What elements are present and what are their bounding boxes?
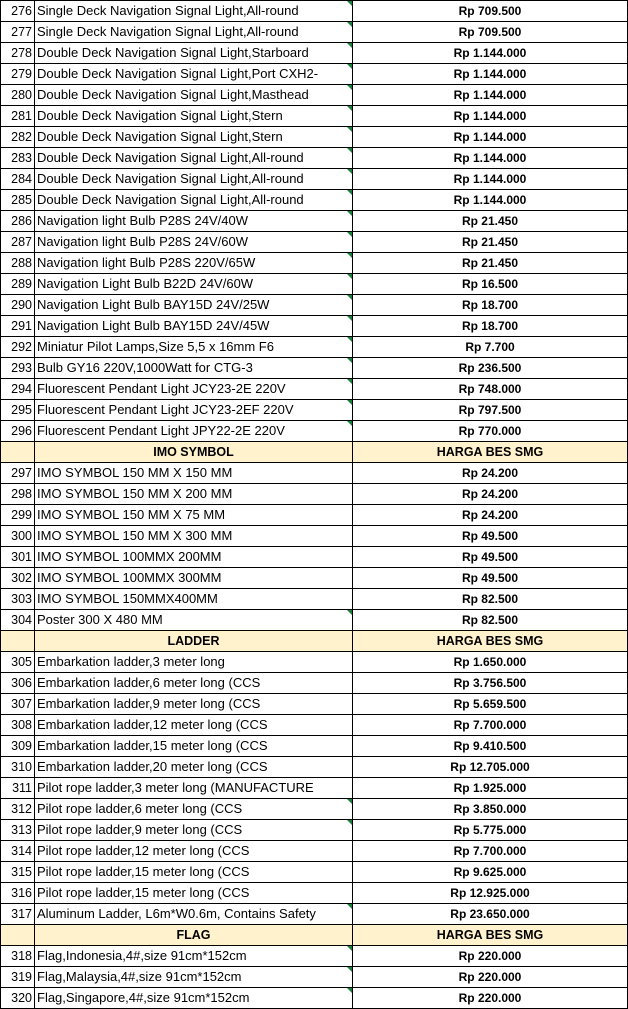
item-price: Rp 21.450 xyxy=(353,253,628,274)
item-name: Pilot rope ladder,9 meter long (CCS xyxy=(35,820,353,841)
item-price: Rp 220.000 xyxy=(353,946,628,967)
item-number: 308 xyxy=(1,715,35,736)
item-price: Rp 23.650.000 xyxy=(353,904,628,925)
item-number: 282 xyxy=(1,127,35,148)
item-row xyxy=(1,190,628,211)
item-row xyxy=(1,358,628,379)
item-name: IMO SYMBOL 100MMX 300MM xyxy=(35,568,353,589)
item-name: Double Deck Navigation Signal Light,All-round xyxy=(35,190,353,211)
item-name: Navigation light Bulb P28S 220V/65W xyxy=(35,253,353,274)
section-header-blank-cell xyxy=(1,631,35,652)
section-header-row xyxy=(1,925,628,946)
item-row xyxy=(1,316,628,337)
item-number: 300 xyxy=(1,526,35,547)
item-name: IMO SYMBOL 150 MM X 75 MM xyxy=(35,505,353,526)
item-number: 312 xyxy=(1,799,35,820)
item-name: Double Deck Navigation Signal Light,Stern xyxy=(35,106,353,127)
item-price: Rp 49.500 xyxy=(353,526,628,547)
item-price: Rp 220.000 xyxy=(353,967,628,988)
item-price: Rp 9.410.500 xyxy=(353,736,628,757)
item-number: 304 xyxy=(1,610,35,631)
item-name: IMO SYMBOL 150 MM X 300 MM xyxy=(35,526,353,547)
item-name: Fluorescent Pendant Light JCY23-2EF 220V xyxy=(35,400,353,421)
item-name: Embarkation ladder,15 meter long (CCS xyxy=(35,736,353,757)
item-price: Rp 1.144.000 xyxy=(353,64,628,85)
item-price: Rp 220.000 xyxy=(353,988,628,1009)
item-price: Rp 5.659.500 xyxy=(353,694,628,715)
item-name: Double Deck Navigation Signal Light,Port CXH2- xyxy=(35,64,353,85)
section-title: IMO SYMBOL xyxy=(35,442,353,463)
item-number: 291 xyxy=(1,316,35,337)
item-number: 320 xyxy=(1,988,35,1009)
item-row xyxy=(1,967,628,988)
item-name: Double Deck Navigation Signal Light,All-round xyxy=(35,169,353,190)
item-price: Rp 7.700 xyxy=(353,337,628,358)
item-price: Rp 9.625.000 xyxy=(353,862,628,883)
item-row xyxy=(1,988,628,1009)
item-number: 280 xyxy=(1,85,35,106)
item-price: Rp 236.500 xyxy=(353,358,628,379)
item-row xyxy=(1,610,628,631)
section-header-row xyxy=(1,442,628,463)
item-row xyxy=(1,400,628,421)
item-number: 306 xyxy=(1,673,35,694)
item-number: 309 xyxy=(1,736,35,757)
item-number: 317 xyxy=(1,904,35,925)
item-name: Pilot rope ladder,15 meter long (CCS xyxy=(35,862,353,883)
item-price: Rp 18.700 xyxy=(353,295,628,316)
item-price: Rp 12.705.000 xyxy=(353,757,628,778)
item-price: Rp 16.500 xyxy=(353,274,628,295)
item-name: Embarkation ladder,3 meter long xyxy=(35,652,353,673)
item-number: 293 xyxy=(1,358,35,379)
item-number: 305 xyxy=(1,652,35,673)
item-row xyxy=(1,211,628,232)
item-name: Flag,Indonesia,4#,size 91cm*152cm xyxy=(35,946,353,967)
item-number: 296 xyxy=(1,421,35,442)
item-name: Pilot rope ladder,6 meter long (CCS xyxy=(35,799,353,820)
item-row xyxy=(1,526,628,547)
price-column-header: HARGA BES SMG xyxy=(353,925,628,946)
item-name: Flag,Malaysia,4#,size 91cm*152cm xyxy=(35,967,353,988)
item-price: Rp 49.500 xyxy=(353,547,628,568)
item-name: Double Deck Navigation Signal Light,All-round xyxy=(35,148,353,169)
item-name: Embarkation ladder,20 meter long (CCS xyxy=(35,757,353,778)
item-price: Rp 1.144.000 xyxy=(353,169,628,190)
item-number: 292 xyxy=(1,337,35,358)
item-name: Double Deck Navigation Signal Light,Masthead xyxy=(35,85,353,106)
item-name: Embarkation ladder,6 meter long (CCS xyxy=(35,673,353,694)
item-price: Rp 7.700.000 xyxy=(353,841,628,862)
item-row xyxy=(1,169,628,190)
item-price: Rp 3.756.500 xyxy=(353,673,628,694)
item-row xyxy=(1,904,628,925)
section-title: FLAG xyxy=(35,925,353,946)
item-name: Fluorescent Pendant Light JPY22-2E 220V xyxy=(35,421,353,442)
item-number: 303 xyxy=(1,589,35,610)
item-name: Double Deck Navigation Signal Light,Starboard xyxy=(35,43,353,64)
item-number: 301 xyxy=(1,547,35,568)
item-number: 287 xyxy=(1,232,35,253)
item-price: Rp 797.500 xyxy=(353,400,628,421)
item-row xyxy=(1,463,628,484)
item-row xyxy=(1,106,628,127)
item-number: 307 xyxy=(1,694,35,715)
item-number: 288 xyxy=(1,253,35,274)
item-name: Miniatur Pilot Lamps,Size 5,5 x 16mm F6 xyxy=(35,337,353,358)
item-price: Rp 1.144.000 xyxy=(353,43,628,64)
item-number: 283 xyxy=(1,148,35,169)
item-price: Rp 1.925.000 xyxy=(353,778,628,799)
item-price: Rp 3.850.000 xyxy=(353,799,628,820)
item-number: 316 xyxy=(1,883,35,904)
section-header-row xyxy=(1,631,628,652)
item-row xyxy=(1,946,628,967)
item-price: Rp 18.700 xyxy=(353,316,628,337)
item-name: Embarkation ladder,9 meter long (CCS xyxy=(35,694,353,715)
item-price: Rp 1.144.000 xyxy=(353,85,628,106)
item-name: Navigation light Bulb P28S 24V/60W xyxy=(35,232,353,253)
item-price: Rp 12.925.000 xyxy=(353,883,628,904)
item-row xyxy=(1,505,628,526)
price-list-body xyxy=(1,1,628,1009)
item-number: 279 xyxy=(1,64,35,85)
item-number: 310 xyxy=(1,757,35,778)
item-row xyxy=(1,841,628,862)
item-number: 289 xyxy=(1,274,35,295)
item-row xyxy=(1,883,628,904)
item-number: 314 xyxy=(1,841,35,862)
item-name: Pilot rope ladder,3 meter long (MANUFACTURE xyxy=(35,778,353,799)
item-row xyxy=(1,337,628,358)
item-name: Single Deck Navigation Signal Light,All-round xyxy=(35,1,353,22)
item-number: 278 xyxy=(1,43,35,64)
item-number: 302 xyxy=(1,568,35,589)
section-header-blank-cell xyxy=(1,442,35,463)
item-row xyxy=(1,862,628,883)
item-number: 315 xyxy=(1,862,35,883)
item-price: Rp 7.700.000 xyxy=(353,715,628,736)
item-number: 313 xyxy=(1,820,35,841)
item-row xyxy=(1,484,628,505)
item-number: 276 xyxy=(1,1,35,22)
item-row xyxy=(1,757,628,778)
item-price: Rp 82.500 xyxy=(353,589,628,610)
item-name: Flag,Singapore,4#,size 91cm*152cm xyxy=(35,988,353,1009)
item-number: 311 xyxy=(1,778,35,799)
item-price: Rp 770.000 xyxy=(353,421,628,442)
price-column-header: HARGA BES SMG xyxy=(353,442,628,463)
item-number: 298 xyxy=(1,484,35,505)
item-price: Rp 1.144.000 xyxy=(353,127,628,148)
item-row xyxy=(1,295,628,316)
item-number: 299 xyxy=(1,505,35,526)
item-number: 318 xyxy=(1,946,35,967)
item-price: Rp 1.144.000 xyxy=(353,148,628,169)
item-price: Rp 1.144.000 xyxy=(353,190,628,211)
item-price: Rp 24.200 xyxy=(353,505,628,526)
item-row xyxy=(1,673,628,694)
item-row xyxy=(1,736,628,757)
item-name: Bulb GY16 220V,1000Watt for CTG-3 xyxy=(35,358,353,379)
item-row xyxy=(1,421,628,442)
item-number: 319 xyxy=(1,967,35,988)
item-price: Rp 1.144.000 xyxy=(353,106,628,127)
item-row xyxy=(1,1,628,22)
item-number: 295 xyxy=(1,400,35,421)
item-name: Navigation Light Bulb B22D 24V/60W xyxy=(35,274,353,295)
item-row xyxy=(1,568,628,589)
item-name: IMO SYMBOL 150MMX400MM xyxy=(35,589,353,610)
item-name: IMO SYMBOL 100MMX 200MM xyxy=(35,547,353,568)
item-number: 285 xyxy=(1,190,35,211)
item-price: Rp 1.650.000 xyxy=(353,652,628,673)
item-price: Rp 82.500 xyxy=(353,610,628,631)
item-row xyxy=(1,799,628,820)
item-price: Rp 709.500 xyxy=(353,22,628,43)
item-name: IMO SYMBOL 150 MM X 200 MM xyxy=(35,484,353,505)
item-price: Rp 21.450 xyxy=(353,211,628,232)
item-price: Rp 21.450 xyxy=(353,232,628,253)
item-row xyxy=(1,715,628,736)
item-name: Aluminum Ladder, L6m*W0.6m, Contains Safety xyxy=(35,904,353,925)
item-number: 290 xyxy=(1,295,35,316)
item-name: IMO SYMBOL 150 MM X 150 MM xyxy=(35,463,353,484)
item-row xyxy=(1,820,628,841)
item-price: Rp 709.500 xyxy=(353,1,628,22)
item-row xyxy=(1,148,628,169)
item-row xyxy=(1,85,628,106)
item-row xyxy=(1,589,628,610)
item-price: Rp 24.200 xyxy=(353,463,628,484)
item-name: Embarkation ladder,12 meter long (CCS xyxy=(35,715,353,736)
item-number: 294 xyxy=(1,379,35,400)
item-name: Pilot rope ladder,12 meter long (CCS xyxy=(35,841,353,862)
item-row xyxy=(1,652,628,673)
item-price: Rp 24.200 xyxy=(353,484,628,505)
section-title: LADDER xyxy=(35,631,353,652)
item-row xyxy=(1,547,628,568)
item-number: 281 xyxy=(1,106,35,127)
item-price: Rp 5.775.000 xyxy=(353,820,628,841)
item-row xyxy=(1,379,628,400)
item-row xyxy=(1,253,628,274)
item-name: Poster 300 X 480 MM xyxy=(35,610,353,631)
item-row xyxy=(1,22,628,43)
price-column-header: HARGA BES SMG xyxy=(353,631,628,652)
item-row xyxy=(1,274,628,295)
item-row xyxy=(1,232,628,253)
section-header-blank-cell xyxy=(1,925,35,946)
item-number: 277 xyxy=(1,22,35,43)
item-name: Pilot rope ladder,15 meter long (CCS xyxy=(35,883,353,904)
item-row xyxy=(1,778,628,799)
item-name: Single Deck Navigation Signal Light,All-round xyxy=(35,22,353,43)
item-name: Navigation Light Bulb BAY15D 24V/25W xyxy=(35,295,353,316)
item-number: 286 xyxy=(1,211,35,232)
item-name: Navigation Light Bulb BAY15D 24V/45W xyxy=(35,316,353,337)
item-row xyxy=(1,127,628,148)
item-row xyxy=(1,694,628,715)
item-price: Rp 748.000 xyxy=(353,379,628,400)
item-number: 284 xyxy=(1,169,35,190)
item-name: Double Deck Navigation Signal Light,Stern xyxy=(35,127,353,148)
item-name: Navigation light Bulb P28S 24V/40W xyxy=(35,211,353,232)
item-name: Fluorescent Pendant Light JCY23-2E 220V xyxy=(35,379,353,400)
item-price: Rp 49.500 xyxy=(353,568,628,589)
item-number: 297 xyxy=(1,463,35,484)
item-row xyxy=(1,64,628,85)
item-row xyxy=(1,43,628,64)
